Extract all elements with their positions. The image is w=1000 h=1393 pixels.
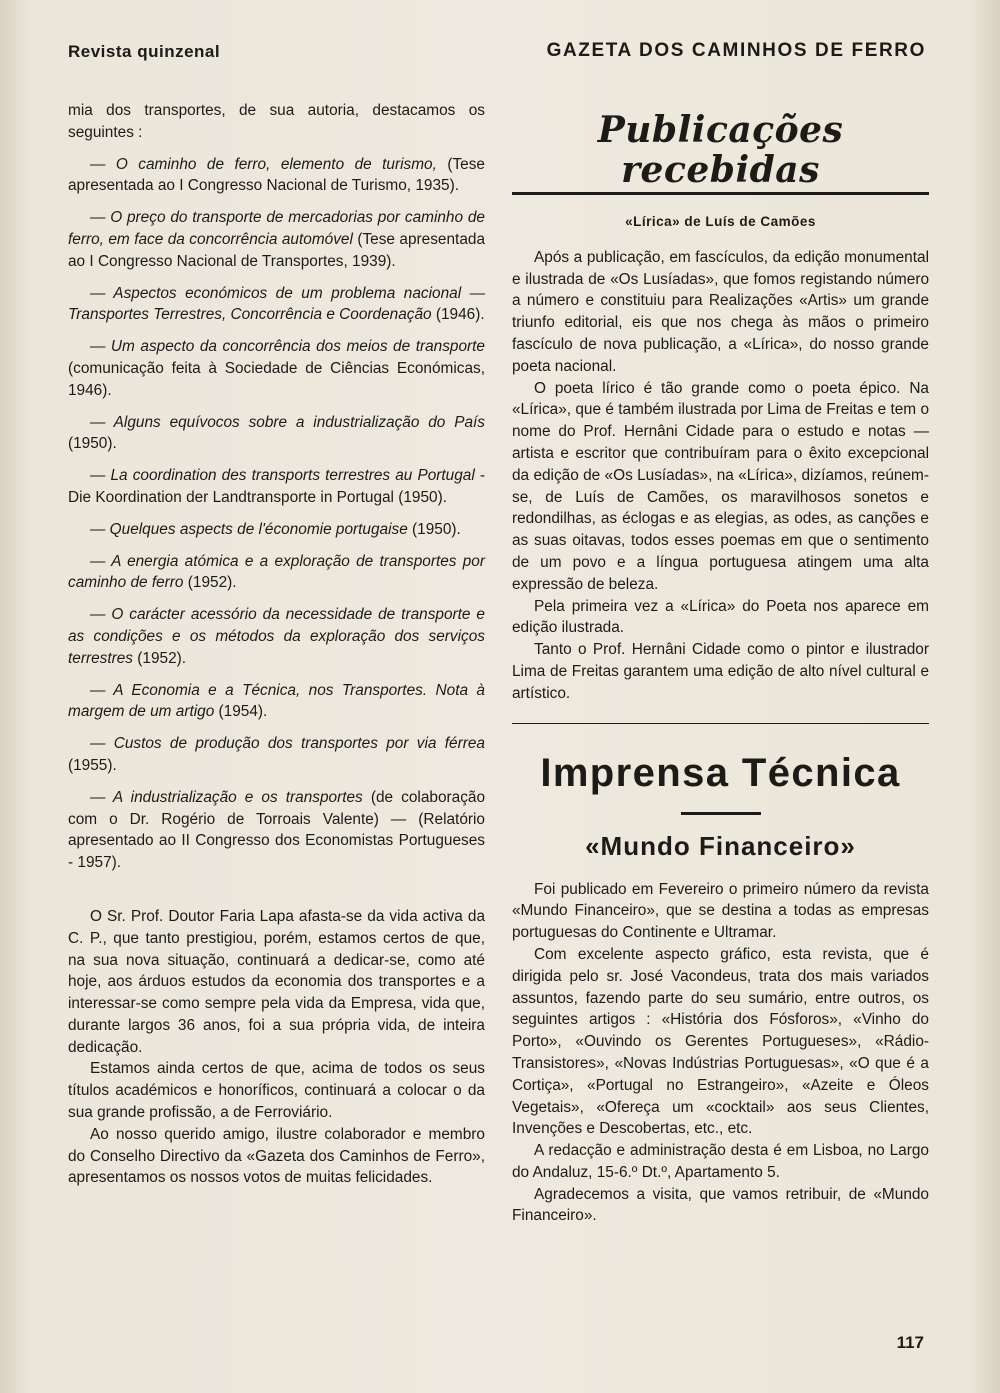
work-entry <box>68 519 485 541</box>
intro-text: mia dos transportes, de sua autoria, destacamos os seguintes : <box>68 102 485 141</box>
work-title: — O carácter acessório da necessidade de transporte e as condições e os métodos da exploração dos serviços terrestres <box>68 606 485 667</box>
paragraph-gap <box>68 884 485 906</box>
work-entry <box>68 465 485 509</box>
work-details: (1946). <box>431 306 485 324</box>
work-details: (Tese apresentada ao I Congresso Nacional de Turismo, 1935). <box>68 155 485 195</box>
work-entry <box>68 733 485 777</box>
running-header-left: Revista quinzenal <box>68 42 221 61</box>
work-title: — La coordination des transports terrestres au Portugal <box>90 467 475 485</box>
work-details: (1950). <box>407 520 461 538</box>
work-title: — Aspectos económicos de um problema nacional — Transportes Terrestres, Concorrência e Coordenação <box>68 284 485 324</box>
work-entry <box>68 551 485 595</box>
section-divider <box>512 723 929 724</box>
body-paragraph: Com excelente aspecto gráfico, esta revista, que é dirigida pelo sr. José Vacondeus, trata dos mais variados assuntos, fazendo parte do seu sumário, entre outros, os seguintes artigos : «História dos Fósforos», «Vinho do Porto», «Ouvindo os Gerentes Portugueses», «Rádio-Transistores», «Novas Indústrias Portuguesas», «O que é a Cortiça», «Portugal no Estrangeiro», «Azeite e Óleos Vegetais», «Ofereça um «cocktail» aos seus Clientes, Invenções e Descobertas, etc., etc. <box>512 945 929 1138</box>
work-details: (1952). <box>133 649 187 667</box>
short-divider <box>681 812 761 815</box>
body-paragraph: Foi publicado em Fevereiro o primeiro número da revista «Mundo Financeiro», que se destina a todas as empresas portuguesas do Continente e Ultramar. <box>512 880 929 942</box>
right-column <box>512 110 929 1227</box>
body-paragraph: Agradecemos a visita, que vamos retribuir, de «Mundo Financeiro». <box>512 1185 929 1225</box>
imprensa-tecnica-title: Imprensa Técnica <box>540 750 901 795</box>
work-title: — A industrialização e os transportes <box>90 788 363 806</box>
work-title: — A energia atómica e a exploração de transportes por caminho de ferro <box>68 552 485 592</box>
work-title: — Um aspecto da concorrência dos meios de transporte <box>90 338 485 356</box>
work-details: (1954). <box>214 703 268 721</box>
work-entry <box>68 154 485 198</box>
work-title: — Custos de produção dos transportes por via férrea <box>90 735 485 753</box>
section-title: Publicações recebidas <box>597 109 844 191</box>
work-title: — Quelques aspects de l'économie portugaise <box>90 520 408 538</box>
work-details: (1952). <box>183 574 237 592</box>
body-paragraph: Após a publicação, em fascículos, da edição monumental e ilustrada de «Os Lusíadas», que fomos registando número a número e constituiu para Realizações «Artis» um grande triunfo editorial, eis que nos chega às mãos o primeiro fascículo de nova publicação, a «Lírica», do nosso grande poeta nacional. <box>512 248 929 375</box>
work-details: (1955). <box>68 756 117 774</box>
work-title: — Alguns equívocos sobre a industrialização do País <box>90 413 485 431</box>
article-subheading: «Lírica» de Luís de Camões <box>625 214 816 229</box>
work-details: - Die Koordination der Landtransporte in Portugal (1950). <box>68 467 485 506</box>
work-title: — O caminho de ferro, elemento de turismo, <box>90 155 437 173</box>
body-paragraph: Pela primeira vez a «Lírica» do Poeta nos aparece em edição ilustrada. <box>512 597 929 637</box>
body-paragraph: Ao nosso querido amigo, ilustre colaborador e membro do Conselho Directivo da «Gazeta dos Caminhos de Ferro», apresentamos os nossos votos de muitas felicidades. <box>68 1125 485 1187</box>
work-entry <box>68 283 485 327</box>
mundo-financeiro-title: «Mundo Financeiro» <box>585 830 856 861</box>
work-details: (Tese apresentada ao I Congresso Nacional de Transportes, 1939). <box>68 230 485 270</box>
work-details: (de colaboração com o Dr. Rogério de Torroais Valente) — (Relatório apresentado ao II Congresso dos Economistas Portugueses - 1957). <box>68 788 486 872</box>
work-details: (comunicação feita à Sociedade de Ciências Económicas, 1946). <box>68 359 485 399</box>
title-underline <box>512 192 929 195</box>
left-column <box>68 100 485 1189</box>
body-paragraph: O Sr. Prof. Doutor Faria Lapa afasta-se da vida activa da C. P., que tanto prestigiou, porém, estamos certos de que, na sua nova situação, continuará a dedicar-se, como até hoje, aos árduos estudos da economia dos transportes e a interessar-se como sempre pela vida da Empresa, vida que, durante largos 36 anos, foi a sua própria vida, de inteira dedicação. <box>68 907 485 1056</box>
work-title: — O preço do transporte de mercadorias por caminho de ferro, em face da concorrência automóvel <box>68 209 485 248</box>
body-paragraph: O poeta lírico é tão grande como o poeta épico. Na «Lírica», que é também ilustrada por Lima de Freitas e tem o nome do Prof. Hernâni Cidade para o estudo e notas — artista e escritor que contribuíram para o êxito excepcional da edição de «Os Lusíadas», na «Lírica», dizíamos, reúnem-se, de Luís de Camões, os maravilhosos sonetos e redondilhas, as éclogas e as elegias, as odes, as canções e as suas oitavas, todos esses poemas em que o sentimento de um povo e a língua portuguesa atingem uma alta expressão de beleza. <box>512 379 929 593</box>
work-title: — A Economia e a Técnica, nos Transportes. Nota à margem de um artigo <box>68 681 485 721</box>
work-entry <box>68 207 485 272</box>
running-header-right: GAZETA DOS CAMINHOS DE FERRO <box>546 40 926 61</box>
body-paragraph: A redacção e administração desta é em Lisboa, no Largo do Andaluz, 15-6.º Dt.º, Apartamento 5. <box>512 1142 929 1181</box>
body-paragraph: Tanto o Prof. Hernâni Cidade como o pintor e ilustrador Lima de Freitas garantem uma edição de alto nível cultural e artístico. <box>512 641 929 702</box>
work-entry <box>68 680 485 724</box>
work-entry <box>68 336 485 401</box>
work-entry <box>68 604 485 669</box>
work-entry <box>68 787 485 874</box>
page-number: 117 <box>896 1333 924 1352</box>
work-entry <box>68 412 485 456</box>
work-details: (1950). <box>68 435 117 453</box>
body-paragraph: Estamos ainda certos de que, acima de todos os seus títulos académicos e honoríficos, continuará a colocar o da sua grande profissão, a de Ferroviário. <box>68 1060 485 1122</box>
